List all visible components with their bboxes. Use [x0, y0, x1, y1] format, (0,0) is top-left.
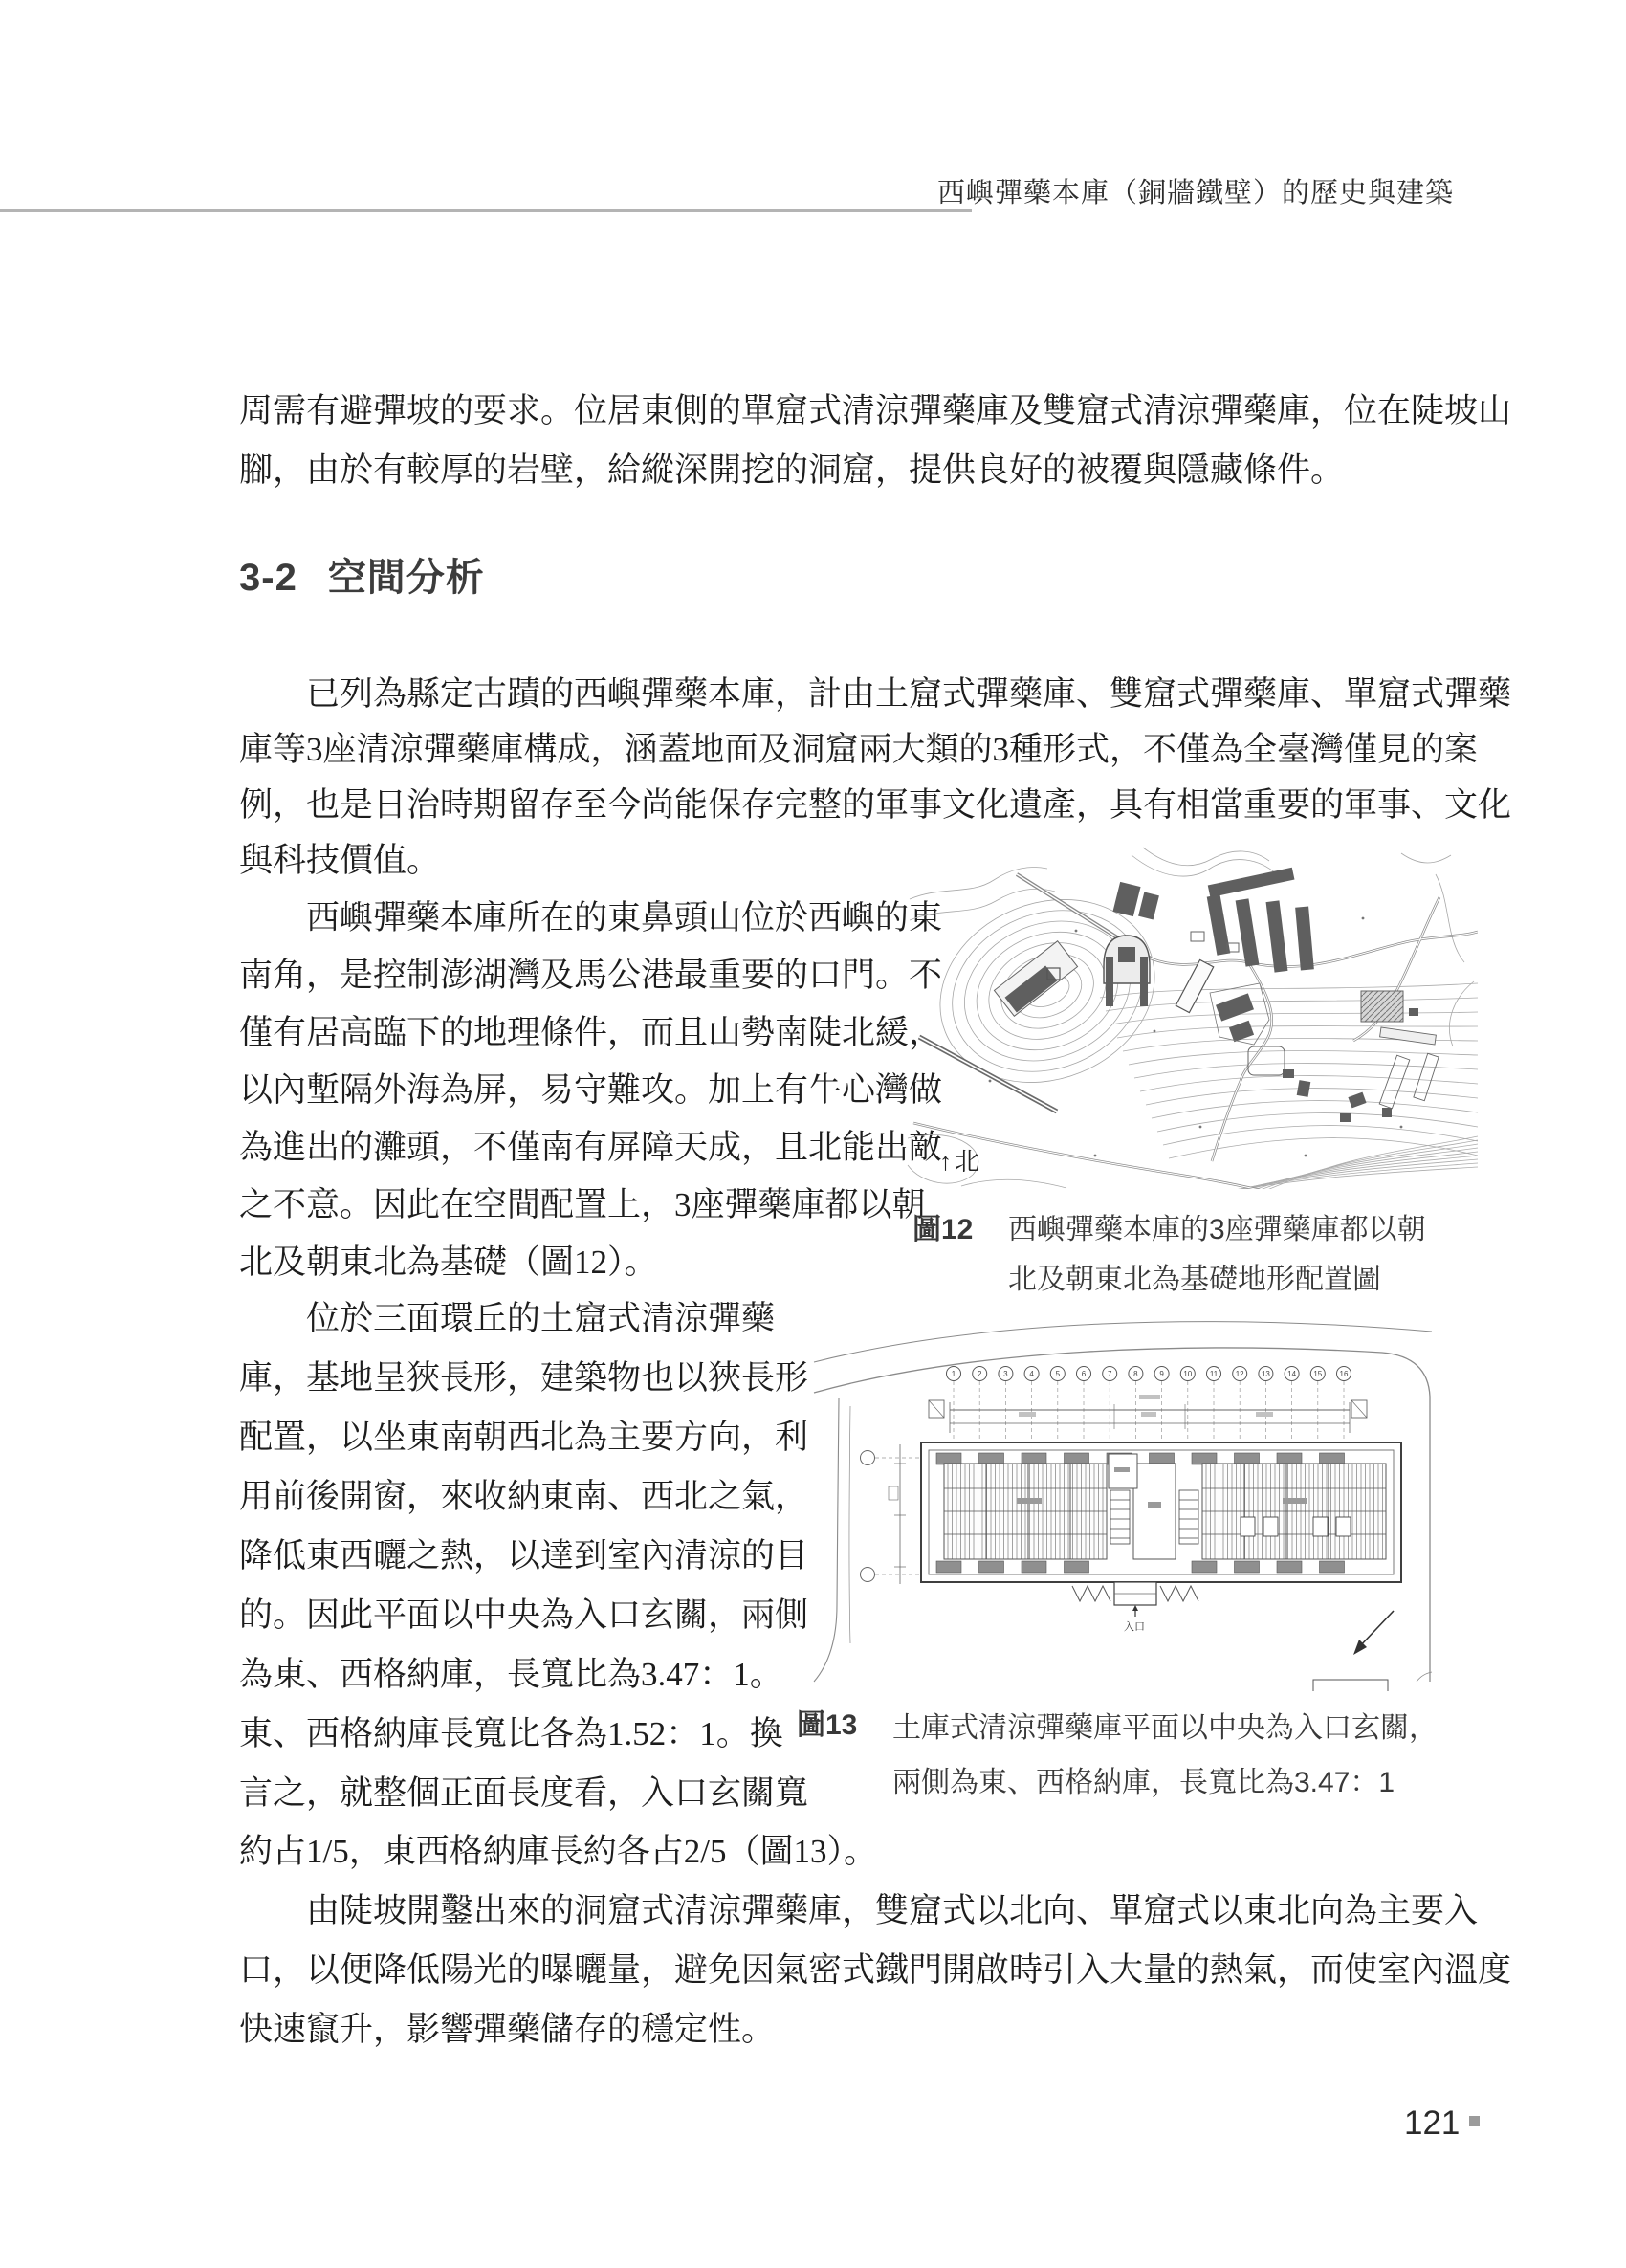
- text-line: 庫，基地呈狹長形，建築物也以狹長形: [239, 1359, 809, 1397]
- text-line: 以內塹隔外海為屏，易守難攻。加上有牛心灣做: [239, 1071, 943, 1109]
- svg-text:12: 12: [1235, 1370, 1244, 1378]
- section-heading: [239, 547, 485, 602]
- text-line: 的。因此平面以中央為入口玄關，兩側: [239, 1596, 809, 1634]
- text-line: 位於三面環丘的土窟式清涼彈藥: [306, 1300, 776, 1337]
- figure13-label: 圖13: [797, 1709, 858, 1741]
- svg-text:6: 6: [1081, 1370, 1087, 1378]
- svg-text:13: 13: [1261, 1370, 1270, 1378]
- building-plan: [921, 1442, 1401, 1633]
- header-rule: [0, 209, 972, 212]
- svg-text:16: 16: [1339, 1370, 1349, 1378]
- partial-rect: [1313, 1680, 1388, 1691]
- grid-axis-bubbles: [947, 1367, 1351, 1443]
- svg-text:15: 15: [1313, 1370, 1323, 1378]
- svg-text:4: 4: [1029, 1370, 1034, 1378]
- text-line: 東、西格納庫長寬比各為1.52：1。換: [239, 1715, 783, 1752]
- text-line: 已列為縣定古蹟的西嶼彈藥本庫，計由土窟式彈藥庫、雙窟式彈藥庫、單窟式彈藥: [306, 675, 1512, 713]
- text-line: 腳，由於有較厚的岩壁，給縱深開挖的洞窟，提供良好的被覆與隱藏條件。: [239, 451, 1345, 489]
- svg-text:14: 14: [1287, 1370, 1297, 1378]
- paragraph-1: [239, 382, 1512, 500]
- svg-text:8: 8: [1133, 1370, 1138, 1378]
- map-buildings: [994, 868, 1439, 1122]
- svg-text:7: 7: [1107, 1370, 1112, 1378]
- text-line: 由陡坡開鑿出來的洞窟式清涼彈藥庫，雙窟式以北向、單窟式以東北向為主要入: [306, 1892, 1479, 1929]
- text-line: 降低東西曬之熱，以達到室內清涼的目: [239, 1537, 809, 1574]
- text-line: 配置，以坐東南朝西北為主要方向，利: [239, 1419, 809, 1456]
- figure12-caption: [1008, 1205, 1426, 1305]
- north-arrow-label: ↑北: [939, 1148, 983, 1176]
- text-line: 北及朝東北為基礎（圖12）。: [239, 1244, 658, 1281]
- page-number-marker: [1469, 2116, 1480, 2126]
- svg-text:11: 11: [1209, 1370, 1219, 1378]
- svg-text:1: 1: [951, 1370, 956, 1378]
- annotation-arrow: [1353, 1611, 1394, 1655]
- text-line: 快速竄升，影響彈藥儲存的穩定性。: [239, 2011, 776, 2048]
- svg-text:10: 10: [1183, 1370, 1193, 1378]
- text-line: 例，也是日治時期留存至今尚能保存完整的軍事文化遺產，具有相當重要的軍事、文化: [239, 786, 1512, 824]
- text-line: 用前後開窗，來收納東南、西北之氣，: [239, 1478, 809, 1515]
- figure13-floor-plan: [808, 1299, 1487, 1691]
- page-number: 121: [1404, 2104, 1461, 2142]
- text-line: 庫等3座清涼彈藥庫構成，涵蓋地面及洞窟兩大類的3種形式，不僅為全臺灣僅見的案: [239, 731, 1479, 768]
- figure13-caption: [892, 1701, 1438, 1810]
- section-title: 空間分析: [327, 557, 485, 599]
- text-line: 南角，是控制澎湖灣及馬公港最重要的口門。不: [239, 957, 943, 994]
- text-line: 言之，就整個正面長度看，入口玄關寬: [239, 1774, 809, 1812]
- left-axis-markers: [861, 1444, 922, 1584]
- svg-text:3: 3: [1003, 1370, 1008, 1378]
- text-line: 周需有避彈坡的要求。位居東側的單窟式清涼彈藥庫及雙窟式清涼彈藥庫，位在陡坡山: [239, 392, 1512, 429]
- figure12-contour-map: [904, 840, 1478, 1189]
- caption-line: 兩側為東、西格納庫，長寬比為3.47：1: [892, 1767, 1395, 1798]
- paragraph-3: [239, 890, 966, 1291]
- text-line: 僅有居高臨下的地理條件，而且山勢南陡北緩，: [239, 1014, 943, 1051]
- text-line: 西嶼彈藥本庫所在的東鼻頭山位於西嶼的東: [306, 899, 943, 936]
- caption-line: 西嶼彈藥本庫的3座彈藥庫都以朝: [1008, 1214, 1426, 1245]
- svg-text:5: 5: [1055, 1370, 1061, 1378]
- svg-text:2: 2: [977, 1370, 982, 1378]
- running-header-title: 西嶼彈藥本庫（銅牆鐵壁）的歷史與建築: [936, 178, 1454, 209]
- svg-text:9: 9: [1159, 1370, 1164, 1378]
- text-line: 約占1/5，東西格納庫長約各占2/5（圖13）。: [239, 1833, 877, 1870]
- text-line: 為進出的灘頭，不僅南有屏障天成，且北能出敵: [239, 1129, 943, 1166]
- text-line: 之不意。因此在空間配置上，3座彈藥庫都以朝: [239, 1186, 926, 1223]
- entrance-label: 入口: [1124, 1621, 1145, 1633]
- section-number: 3-2: [239, 557, 297, 599]
- paragraph-5: [239, 1882, 1512, 2059]
- dimension-text-smudges: [1019, 1395, 1273, 1417]
- text-line: 與科技價值。: [239, 842, 441, 879]
- paragraph-4-last-line: [239, 1822, 1454, 1882]
- caption-line: 北及朝東北為基礎地形配置圖: [1008, 1264, 1381, 1295]
- figure12-label: 圖12: [912, 1214, 974, 1245]
- text-line: 為東、西格納庫，長寬比為3.47：1。: [239, 1656, 783, 1693]
- caption-line: 土庫式清涼彈藥庫平面以中央為入口玄關，: [892, 1712, 1438, 1744]
- text-line: 口，以便降低陽光的曝曬量，避免因氣密式鐵門開啟時引入大量的熱氣，而使室內溫度: [239, 1951, 1512, 1989]
